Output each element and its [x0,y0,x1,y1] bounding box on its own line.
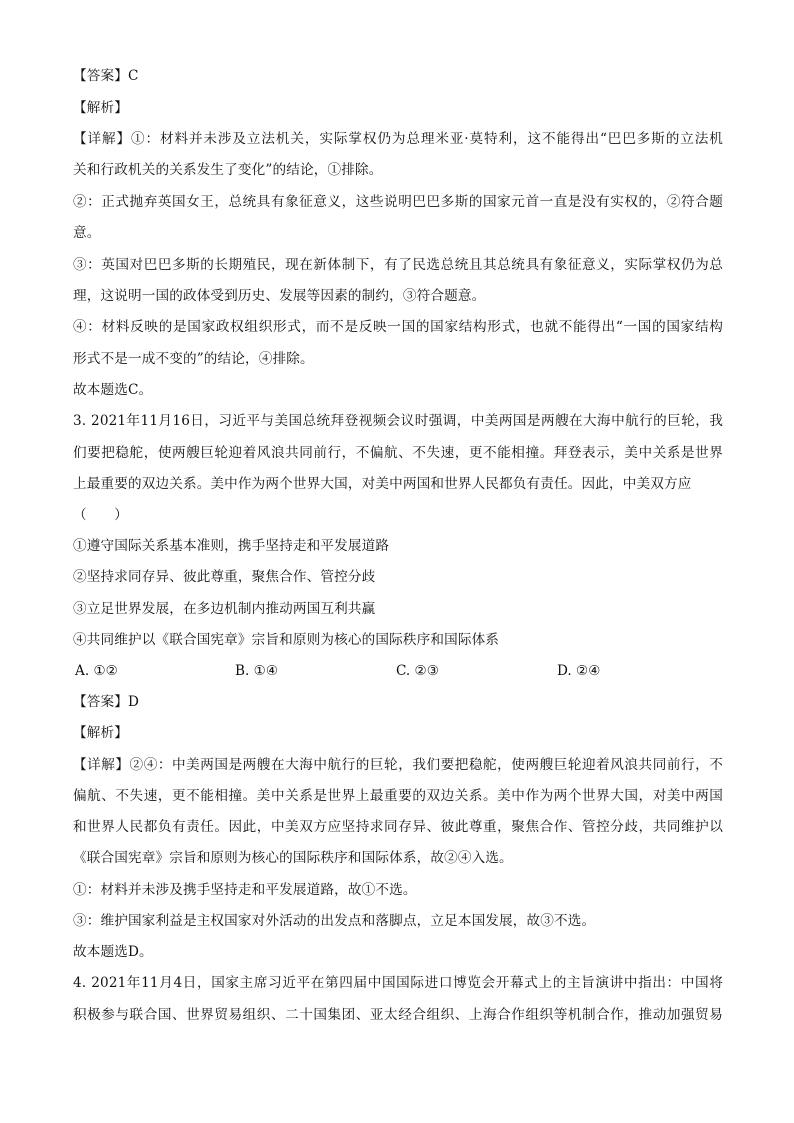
q3-explanation-1: 【详解】②④：中美两国是两艘在大海中航行的巨轮，我们要把稳舵，使两艘巨轮迎着风浪共同前行，不 [73,757,723,773]
q2-answer: 【答案】C [73,68,139,84]
q3-explanation-4: 《联合国宪章》宗旨和原则为核心的国际秩序和国际体系，故②④入选。 [73,850,513,866]
q2-detail-2a: ②：正式抛弃英国女王，总统具有象征意义，这些说明巴巴多斯的国家元首一直是没有实权的，②符合题 [73,194,723,210]
q3-option-c: C. ②③ [396,663,439,679]
q3-option-d: D. ②④ [557,663,601,679]
q2-detail-4a: ④：材料反映的是国家政权组织形式，而不是反映一国的国家结构形式，也就不能得出“一国的国家结构 [73,319,723,335]
q3-stem-1: 3. 2021年11月16日，习近平与美国总统拜登视频会议时强调，中美两国是两艘在大海中航行的巨轮，我 [73,413,723,429]
q3-stem-3: 上最重要的双边关系。美中作为两个世界大国，对美中两国和世界人民都负有责任。因此，中美双方应 [73,476,692,492]
q3-option-b: B. ①④ [235,663,279,679]
q3-explanation-5: ①：材料并未涉及携手坚持走和平发展道路，故①不选。 [73,882,417,898]
q2-detail-2b: 意。 [73,225,101,241]
q2-analysis-label: 【解析】 [73,100,128,116]
q3-option-a: A. ①② [75,663,118,679]
q2-conclusion: 故本题选C。 [73,382,153,398]
q3-stem-2: 们要把稳舵，使两艘巨轮迎着风浪共同前行，不偏航、不失速，更不能相撞。拜登表示，美中关系是世界 [73,445,723,461]
q3-answer-blank: （ ） [73,507,128,523]
q3-item-4: ④共同维护以《联合国宪章》宗旨和原则为核心的国际秩序和国际体系 [73,632,500,648]
q2-detail-4b: 形式不是一成不变的”的结论，④排除。 [73,351,314,367]
q3-explanation-3: 和世界人民都负有责任。因此，中美双方应坚持求同存异、彼此尊重，聚焦合作、管控分歧，共同维护以 [73,819,723,835]
q3-item-3: ③立足世界发展，在多边机制内推动两国互利共赢 [73,601,376,617]
q3-item-2: ②坚持求同存异、彼此尊重，聚焦合作、管控分歧 [73,569,376,585]
q3-item-1: ①遵守国际关系基本准则，携手坚持走和平发展道路 [73,538,390,554]
q2-detail-3b: 理，这说明一国的政体受到历史、发展等因素的制约，③符合题意。 [73,288,486,304]
q4-stem-2: 积极参与联合国、世界贸易组织、二十国集团、亚太经合组织、上海合作组织等机制合作，推动加强贸易 [73,1007,723,1023]
q2-detail-3a: ③：英国对巴巴多斯的长期殖民，现在新体制下，有了民选总统且其总统具有象征意义，实际掌权仍为总 [73,257,723,273]
q3-analysis-label: 【解析】 [73,725,128,741]
q3-explanation-2: 偏航、不失速，更不能相撞。美中关系是世界上最重要的双边关系。美中作为两个世界大国，对美中两国 [73,788,723,804]
q3-explanation-6: ③：维护国家利益是主权国家对外活动的出发点和落脚点，立足本国发展，故③不选。 [73,913,596,929]
q4-stem-1: 4. 2021年11月4日，国家主席习近平在第四届中国国际进口博览会开幕式上的主旨演讲中指出：中国将 [73,975,723,991]
q3-answer: 【答案】D [73,694,140,710]
q3-conclusion: 故本题选D。 [73,944,153,960]
q2-detail-1b: 关和行政机关的关系发生了变化”的结论，①排除。 [73,162,383,178]
q2-detail-1a: 【详解】①：材料并未涉及立法机关，实际掌权仍为总理米亚·莫特利，这不能得出“巴巴多斯的立法机 [73,131,723,147]
